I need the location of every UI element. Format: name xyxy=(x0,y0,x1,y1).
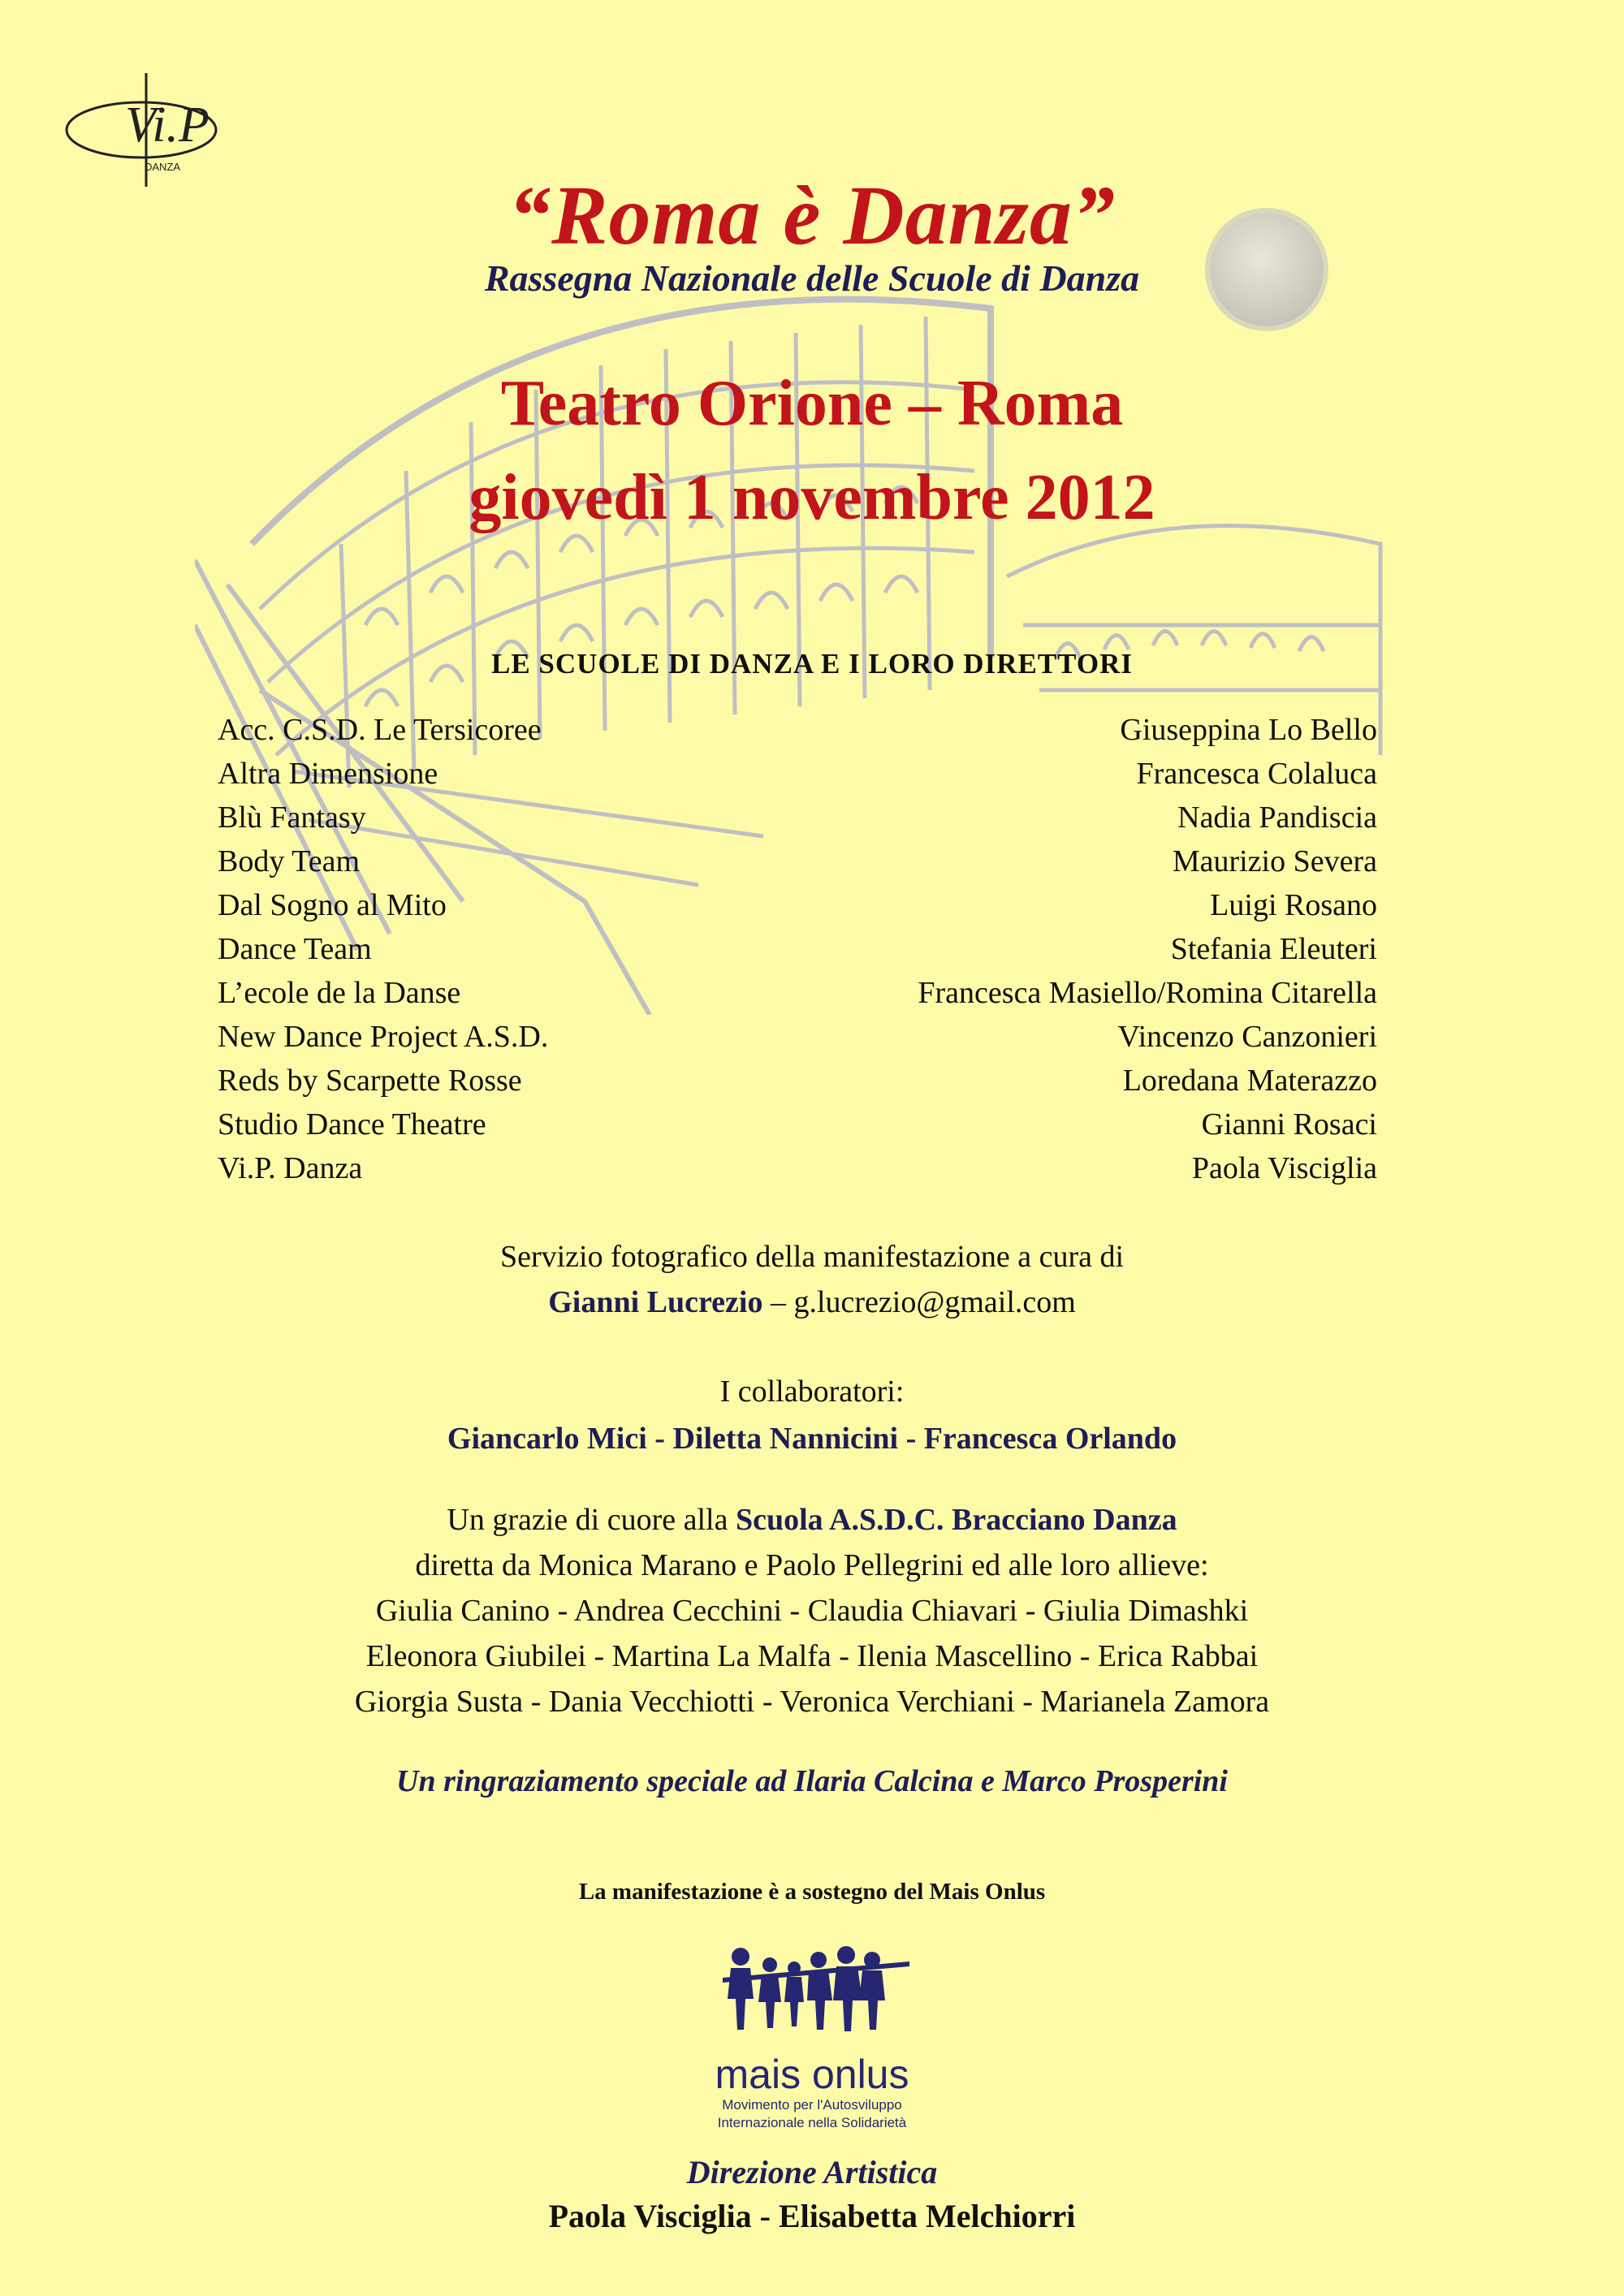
school-name: L’ecole de la Danse xyxy=(218,976,461,1010)
school-name: Blù Fantasy xyxy=(218,801,366,835)
thanks-line: Giulia Canino - Andrea Cecchini - Claudia Chiavari - Giulia Dimashki xyxy=(375,1594,1249,1628)
school-name: New Dance Project A.S.D. xyxy=(218,1020,549,1054)
thanks-line xyxy=(0,1497,1624,1543)
director-name: Paola Visciglia xyxy=(1191,1151,1377,1185)
support-note: La manifestazione è a sostegno del Mais Onlus xyxy=(578,1879,1046,1905)
photographer-name: Gianni Lucrezio xyxy=(548,1285,763,1319)
venue: Teatro Orione – Roma xyxy=(500,368,1124,439)
schools-heading: LE SCUOLE DI DANZA E I LORO DIRETTORI xyxy=(490,648,1133,680)
school-name: Dance Team xyxy=(218,932,372,966)
director-name: Loredana Materazzo xyxy=(1122,1064,1377,1098)
list-item xyxy=(218,752,1377,796)
school-name: Body Team xyxy=(218,844,361,878)
school-name: Dal Sogno al Mito xyxy=(218,888,447,922)
school-name: Altra Dimensione xyxy=(218,757,438,791)
list-item xyxy=(218,1059,1377,1103)
thanks-line: Eleonora Giubilei - Martina La Malfa - Ilenia Mascellino - Erica Rabbai xyxy=(365,1639,1259,1673)
photo-credit-line xyxy=(0,1280,1624,1325)
director-name: Gianni Rosaci xyxy=(1201,1107,1377,1142)
event-date: giovedì 1 novembre 2012 xyxy=(469,462,1155,533)
thanks-intro: Un grazie di cuore alla xyxy=(447,1503,736,1537)
mais-onlus-tagline: Movimento per l'Autosviluppo xyxy=(722,2097,902,2113)
thanks-school: Scuola A.S.D.C. Bracciano Danza xyxy=(735,1503,1177,1537)
list-item xyxy=(218,1103,1377,1146)
artistic-direction-label: Direzione Artistica xyxy=(686,2154,938,2190)
director-name: Francesca Colaluca xyxy=(1136,757,1377,791)
list-item xyxy=(218,708,1377,752)
schools-list xyxy=(218,708,1377,1190)
director-name: Vincenzo Canzonieri xyxy=(1117,1020,1377,1054)
school-name: Studio Dance Theatre xyxy=(218,1107,486,1142)
director-name: Stefania Eleuteri xyxy=(1170,932,1377,966)
photographer-email: – g.lucrezio@gmail.com xyxy=(762,1285,1076,1319)
mais-onlus-tagline: Internazionale nella Solidarietà xyxy=(717,2115,907,2130)
director-name: Giuseppina Lo Bello xyxy=(1120,713,1377,747)
photo-credit-label: Servizio fotografico della manifestazione a cura di xyxy=(499,1240,1125,1274)
thanks-line: diretta da Monica Marano e Paolo Pellegrini ed alle loro allieve: xyxy=(415,1548,1209,1582)
artistic-direction-names: Paola Visciglia - Elisabetta Melchiorri xyxy=(548,2198,1076,2234)
collaborators-names: Giancarlo Mici - Diletta Nannicini - Francesca Orlando xyxy=(447,1422,1177,1456)
collaborators-label: I collaboratori: xyxy=(719,1375,905,1409)
svg-text:DANZA: DANZA xyxy=(145,161,181,173)
list-item xyxy=(218,927,1377,971)
school-name: Reds by Scarpette Rosse xyxy=(218,1064,522,1098)
director-name: Francesca Masiello/Romina Citarella xyxy=(918,976,1377,1010)
list-item xyxy=(218,1015,1377,1059)
director-name: Maurizio Severa xyxy=(1172,844,1377,878)
thanks-line: Giorgia Susta - Dania Vecchiotti - Veronica Verchiani - Marianela Zamora xyxy=(354,1685,1270,1719)
list-item xyxy=(218,796,1377,839)
poster-subtitle: Rassegna Nazionale delle Scuole di Danza xyxy=(484,257,1140,299)
poster-title: “Roma è Danza” xyxy=(508,169,1116,262)
director-name: Nadia Pandiscia xyxy=(1177,801,1377,835)
list-item xyxy=(218,1146,1377,1190)
svg-text:Vi.P: Vi.P xyxy=(125,97,209,153)
list-item xyxy=(218,883,1377,927)
school-name: Acc. C.S.D. Le Tersicoree xyxy=(218,713,542,747)
list-item xyxy=(218,971,1377,1015)
list-item xyxy=(218,839,1377,883)
director-name: Luigi Rosano xyxy=(1210,888,1377,922)
mais-onlus-name: mais onlus xyxy=(715,2052,909,2097)
school-name: Vi.P. Danza xyxy=(218,1151,363,1185)
special-thanks: Un ringraziamento speciale ad Ilaria Calcina e Marco Prosperini xyxy=(396,1764,1228,1798)
